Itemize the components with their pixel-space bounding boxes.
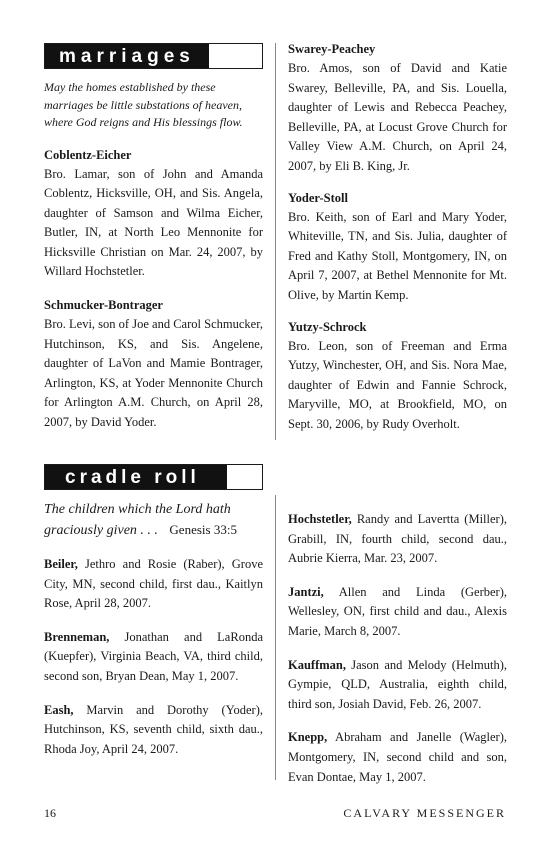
birth-family-name: Kauffman, [288,657,346,672]
marriage-body: Bro. Keith, son of Earl and Mary Yoder, Whiteville, TN, and Sis. Julia, daughter of Fred and Kathy Stoll, Montgomery, IN, on April 7, 2007, at Bethel Mennonite for Mt. Olive, by Martin Kemp. [288,209,507,302]
birth-entry [44,555,263,614]
birth-family-name: Brenneman, [44,629,110,644]
birth-entry [44,701,263,760]
birth-details: Marvin and Dorothy (Yoder), Hutchinson, KS, seventh child, sixth dau., Rhoda Joy, April 24, 2007. [44,702,263,756]
marriage-body: Bro. Leon, son of Freeman and Erma Yutzy, Winchester, OH, and Sis. Nora Mae, daughter of Edwin and Fannie Schrock, Maryville, MO, at Brookfield, MO, on Sept. 30, 2006, by Rudy Overholt. [288,338,507,431]
marriage-title: Coblentz-Eicher [44,147,132,162]
birth-entry [288,583,507,642]
birth-entry [288,510,507,569]
column-divider [275,43,276,440]
page-number: 16 [44,806,56,820]
birth-entry [44,628,263,687]
marriages-heading: marriages [45,44,209,68]
birth-details: Allen and Linda (Gerber), Wellesley, ON, first child and dau., Alexis Marie, March 8, 2007. [288,584,507,638]
birth-details: Jonathan and LaRonda (Kuepfer), Virginia Beach, VA, third child, second son, Bryan Dean, May 1, 2007. [44,629,263,683]
cradle-roll-intro [44,500,263,541]
birth-family-name: Knepp, [288,730,328,745]
cradle-roll-intro-text: The children which the Lord hath graciously given . . . [44,502,231,538]
birth-entry [288,728,507,787]
marriage-body: Bro. Amos, son of David and Katie Swarey, Belleville, PA, and Sis. Louella, daughter of Lewis and Rebecca Peachey, Belleville, PA, at Locust Grove Church for Valley View A.M. Church, on April 24, 2007, by Eli B. King, Jr. [288,61,507,173]
marriage-title: Swarey-Peachey [288,42,376,56]
birth-entry [288,656,507,715]
marriages-intro: May the homes established by these marriages be little substations of heaven, where God reigns and His blessings flow. [44,80,243,129]
birth-family-name: Jantzi, [288,584,324,599]
marriage-title: Yoder-Stoll [288,190,348,205]
cradle-roll-left-column [44,500,263,759]
cradle-roll-right-column [288,510,507,787]
marriages-right-column [288,40,507,435]
cradle-roll-heading-box [44,464,263,490]
marriage-title: Schmucker-Bontrager [44,298,163,313]
birth-details: Randy and Lavertta (Miller), Grabill, IN, fourth child, second dau., Aubrie Kierra, Mar. 23, 2007. [288,512,507,566]
marriages-left-column [44,79,263,433]
column-divider [275,495,276,780]
marriage-body: Bro. Levi, son of Joe and Carol Schmucker, Hutchinson, KS, and Sis. Angelene, daughter of LaVon and Mamie Bontrager, Arlington, KS, at Yoder Mennonite Church for Arlington A.M. Church, on April 28, 2007, by David Yoder. [44,317,263,430]
marriages-heading-box [44,43,263,69]
birth-details: Abraham and Janelle (Wagler), Montgomery, IN, second child and son, Evan Dontae, May 1, 2007. [288,730,507,784]
marriage-body: Bro. Lamar, son of John and Amanda Coblentz, Hicksville, OH, and Sis. Angela, daughter of Samson and Wilma Eicher, Butler, IN, at North Leo Mennonite for Hicksville Christian on Mar. 24, 2007, by Willard Hochstetler. [44,166,263,279]
cradle-roll-intro-reference: Genesis 33:5 [169,522,237,537]
publication-name: CALVARY MESSENGER [343,806,506,820]
birth-details: Jethro and Rosie (Raber), Grove City, MN, second child, first dau., Kaitlyn Rose, April 28, 2007. [44,557,263,611]
marriage-title: Yutzy-Schrock [288,319,367,334]
birth-family-name: Beiler, [44,557,78,571]
birth-family-name: Eash, [44,702,74,717]
birth-family-name: Hochstetler, [288,512,352,526]
cradle-roll-heading: cradle roll [45,465,227,489]
birth-details: Jason and Melody (Helmuth), Gympie, QLD, Australia, eighth child, third son, Josiah David, Feb. 26, 2007. [288,657,507,711]
